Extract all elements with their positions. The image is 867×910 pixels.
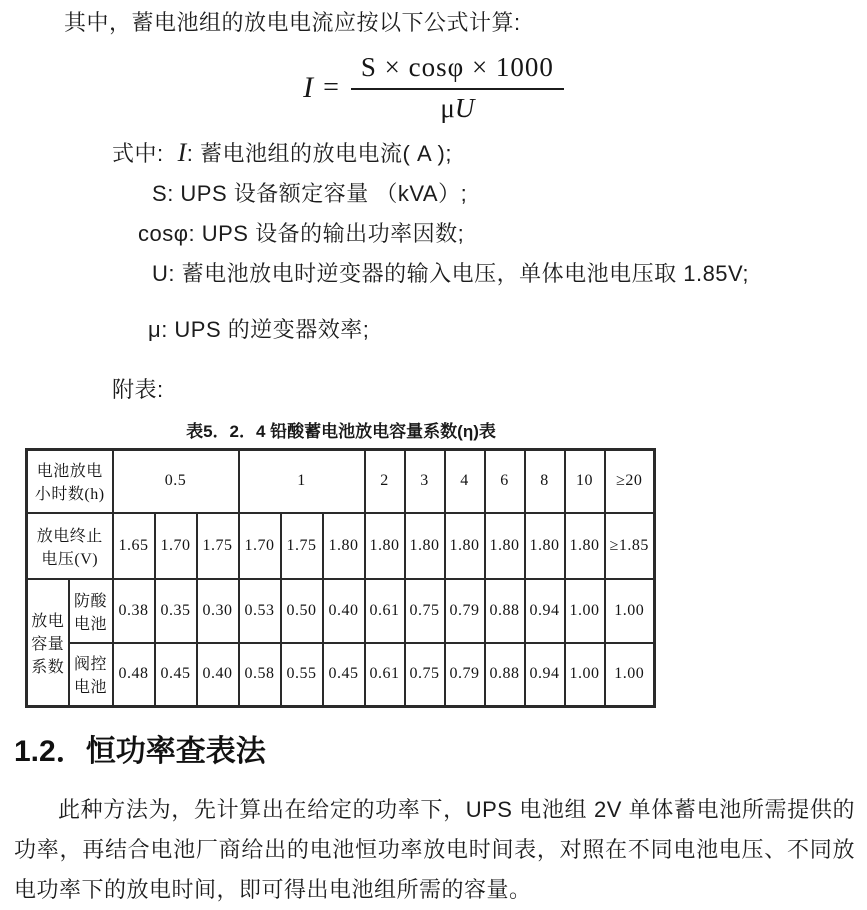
definition-line-s: [0, 179, 867, 209]
table-cell: 0.40: [323, 579, 365, 643]
hours-4: 4: [445, 450, 485, 513]
definition-text-u: : 蓄电池放电时逆变器的输入电压，单体电池电压取 1.85V;: [168, 261, 750, 286]
table-cell: 1.70: [155, 513, 197, 579]
table-cell: 0.58: [239, 643, 281, 707]
hours-group-1: 1: [239, 450, 365, 513]
table-cell: 0.94: [525, 579, 565, 643]
table-cell: 1.00: [605, 643, 655, 707]
definition-symbol-mu: μ: [148, 317, 162, 342]
table-cell: 0.40: [197, 643, 239, 707]
definition-symbol-i: I: [177, 138, 187, 167]
fraction-numerator: S × cosφ × 1000: [351, 52, 564, 90]
capacity-coefficient-table: [25, 448, 656, 708]
table-cell: 0.55: [281, 643, 323, 707]
definition-symbol-s: S: [152, 181, 168, 206]
variable-definitions: [0, 138, 867, 345]
attachment-label: 附表:: [112, 377, 164, 402]
hours-label-cell: 电池放电小时数(h): [27, 450, 113, 513]
table-cell: 1.00: [565, 579, 605, 643]
definitions-prefix: 式中:: [112, 141, 164, 166]
table-cell: 0.61: [365, 643, 405, 707]
hours-2: 2: [365, 450, 405, 513]
section-paragraph: 此种方法为，先计算出在给定的功率下，UPS 电池组 2V 单体蓄电池所需提供的功率，再结合电池厂商给出的电池恒功率放电时间表，对照在不同电池电压、不同放电功率下的放电时间，即可得出电池组所需的容量。: [14, 797, 855, 902]
definition-line-u: [0, 259, 867, 289]
table-cell: 0.50: [281, 579, 323, 643]
table-cell: 0.48: [113, 643, 155, 707]
fraction-denominator: [440, 90, 474, 124]
acid-battery-label-cell: 防酸电池: [69, 579, 113, 643]
definition-line-mu: [0, 315, 867, 345]
table-cell: ≥1.85: [605, 513, 655, 579]
formula-block: [0, 52, 867, 124]
table-cell: 0.75: [405, 579, 445, 643]
table-cell: 0.30: [197, 579, 239, 643]
definition-symbol-cosphi: cosφ: [138, 221, 189, 246]
table-cell: 1.80: [445, 513, 485, 579]
table-cell: 0.35: [155, 579, 197, 643]
table-cell: 1.75: [281, 513, 323, 579]
table-cell: 0.88: [485, 579, 525, 643]
table-row-acid-battery: [27, 579, 655, 643]
formula-equals: =: [323, 72, 339, 103]
table-cell: 1.00: [605, 579, 655, 643]
table-cell: 1.80: [525, 513, 565, 579]
hours-6: 6: [485, 450, 525, 513]
table-cell: 0.88: [485, 643, 525, 707]
section-heading: 1.2．恒功率查表法: [14, 735, 266, 768]
denominator-mu: μ: [440, 93, 455, 123]
denominator-u: U: [454, 93, 475, 123]
hours-8: 8: [525, 450, 565, 513]
definition-text-mu: : UPS 的逆变器效率;: [161, 317, 370, 342]
table-title: 表5．2．4 铅酸蓄电池放电容量系数(η)表: [186, 422, 496, 441]
definition-text-i: : 蓄电池组的放电电流( A );: [186, 141, 452, 166]
table-cell: 0.75: [405, 643, 445, 707]
table-cell: 0.79: [445, 643, 485, 707]
factor-label-cell: 放电容量系数: [27, 579, 69, 707]
table-cell: 0.79: [445, 579, 485, 643]
table-cell: 1.65: [113, 513, 155, 579]
definition-line-i: [0, 138, 867, 169]
hours-20plus: ≥20: [605, 450, 655, 513]
definition-text-s: : UPS 设备额定容量 （kVA）;: [167, 181, 468, 206]
hours-group-05: 0.5: [113, 450, 239, 513]
table-cell: 1.80: [365, 513, 405, 579]
end-voltage-label-cell: 放电终止电压(V): [27, 513, 113, 579]
hours-10: 10: [565, 450, 605, 513]
table-row-vrla-battery: [27, 643, 655, 707]
table-cell: 0.38: [113, 579, 155, 643]
intro-paragraph: 其中，蓄电池组的放电电流应按以下公式计算:: [64, 10, 521, 35]
table-cell: 0.94: [525, 643, 565, 707]
table-cell: 1.80: [485, 513, 525, 579]
table-cell: 1.70: [239, 513, 281, 579]
table-cell: 1.80: [565, 513, 605, 579]
table-row-end-voltage: [27, 513, 655, 579]
table-cell: 1.75: [197, 513, 239, 579]
table-cell: 0.45: [155, 643, 197, 707]
formula-lhs: I: [303, 71, 314, 104]
table-cell: 0.53: [239, 579, 281, 643]
vrla-battery-label-cell: 阀控电池: [69, 643, 113, 707]
definition-line-cosphi: [0, 219, 867, 249]
table-cell: 1.00: [565, 643, 605, 707]
hours-3: 3: [405, 450, 445, 513]
table-cell: 0.45: [323, 643, 365, 707]
definition-symbol-u: U: [152, 261, 169, 286]
formula-fraction: [351, 52, 564, 124]
definition-text-cosphi: : UPS 设备的输出功率因数;: [188, 221, 465, 246]
table-cell: 0.61: [365, 579, 405, 643]
formula: [303, 52, 564, 124]
table-cell: 1.80: [405, 513, 445, 579]
table-cell: 1.80: [323, 513, 365, 579]
table-row-hours: [27, 450, 655, 513]
